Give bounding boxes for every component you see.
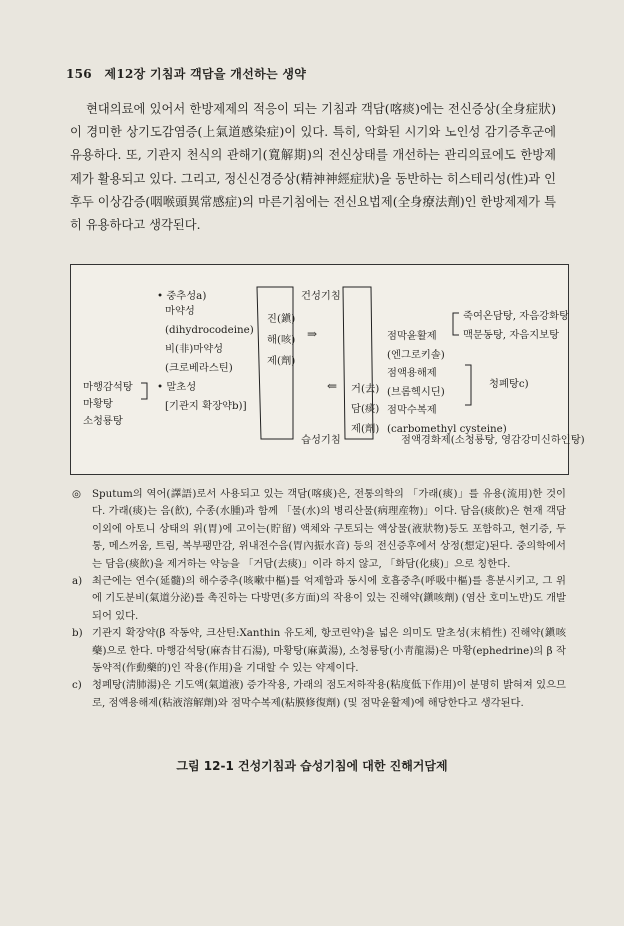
figure-12-1 — [70, 264, 585, 475]
col-char: 담(痰) — [351, 403, 380, 415]
arrow-right-icon: ⇒ — [307, 327, 318, 341]
fig-dry-cough: 건성기침 — [301, 290, 341, 302]
right-item: (브롬헥시딘) — [387, 385, 445, 398]
note-item — [72, 677, 566, 712]
note-item — [72, 486, 566, 573]
right-item: 점액용해제 — [387, 367, 437, 380]
kampo-item: 죽여온담탕, 자음강화탕 — [463, 310, 570, 322]
figure-notes — [72, 486, 566, 712]
page-header — [66, 65, 306, 82]
chapter-title: 제12장 기침과 객담을 개선하는 생약 — [104, 67, 307, 81]
left-item: 비(非)마약성 — [165, 343, 224, 355]
note-item — [72, 573, 566, 625]
right-item: (carbomethyl cysteine) — [387, 422, 507, 435]
kampo-item: 마행감석탕 — [83, 381, 133, 393]
col-char: 제(劑) — [351, 423, 380, 435]
kampo-item: 맥문동탕, 자음지보탕 — [463, 329, 560, 341]
fig-expectorant-col — [351, 379, 379, 439]
left-item: • 말초성 — [157, 381, 197, 393]
fig-antitussive-col — [267, 309, 295, 372]
fig-wet-cough: 습성기침 — [301, 434, 341, 446]
body-paragraph — [70, 98, 556, 237]
note-text: 최근에는 연수(延髓)의 해수중추(咳嗽中樞)를 억제함과 동시에 호흡중추(呼吸中樞)를 흥분시키고, 그 위에 기도분비(氣道分泌)를 촉진하는 다방면(多方面)의 작용이 있는 진해약(鎭咳劑) (염산 호미노반)도 개발되어 있다. — [92, 575, 566, 622]
col-char: 제(劑) — [267, 355, 296, 367]
col-char: 진(鎭) — [267, 313, 296, 325]
left-item: (크로베라스틴) — [165, 362, 233, 374]
fig-kampo-mid: 청폐탕c) — [489, 378, 529, 390]
col-char: 해(咳) — [267, 334, 296, 346]
right-item: 점막윤활제 — [387, 330, 437, 342]
note-text: 청폐탕(淸肺湯)은 기도액(氣道液) 증가작용, 가래의 점도저하작용(粘度低下作用)이 분명히 밝혀져 있으므로, 점액용해제(粘液溶解劑)와 점막수복제(粘膜修復劑) (및 점막윤활제)에 해당한다고 생각된다. — [92, 679, 566, 709]
note-text: 기관지 확장약(β 작동약, 크산틴:Xanthin 유도체, 항코린약)을 넓은 의미도 말초성(末梢性) 진해약(鎭咳藥)으로 한다. 마행감석탕(麻杏甘石湯), 마황탕(麻黃湯), 소청룡탕(小靑龍湯)은 마황(ephedrine)의 β 작동약적(作動藥的)인 작용(作用)을 기대할 수 있는 약제이다. — [92, 627, 566, 675]
note-marker: b) — [72, 627, 83, 640]
left-item: • 중추성a) — [157, 290, 207, 302]
note-marker: a) — [72, 575, 83, 588]
fig-kampo-top — [463, 307, 569, 345]
right-item: (엔그로키솔) — [387, 348, 445, 361]
figure-caption: 그림 12-1 건성기침과 습성기침에 대한 진해거담제 — [176, 759, 448, 773]
fig-bottom-right: 점액경화제(소청룡탕, 영감강미신하인탕) — [401, 434, 585, 446]
fig-left-list — [157, 289, 254, 414]
note-marker: ◎ — [72, 488, 81, 500]
page-number: 156 — [66, 67, 92, 81]
left-item: (dihydrocodeine) — [165, 324, 254, 336]
note-item — [72, 625, 566, 677]
note-text: Sputum의 역어(譯語)로서 사용되고 있는 객담(喀痰)은, 전통의학의 「가래(痰)」를 유용(流用)한 것이다. 가래(痰)는 음(飮), 수종(水腫)과 함께 「물(水)의 병리산물(病理産物)」이다. 담음(痰飮)은 현재 객담 이외에 아토니 상태의 위(胃)에 고이는(貯留) 액체와 구토되는 액상물(液狀物)등도 포함하고, 현기증, 두통, 메스꺼움, 트림, 복부팽만감, 위내전수음(胃內振水音) 등의 전신증후에서 상정(想定)된다. 중의학에서는 담음(痰飮)을 제거하는 약능을 「거담(去痰)」이라 하지 않고, 「화담(化痰)」으로 칭한다. — [92, 488, 566, 570]
body-text: 현대의료에 있어서 한방제제의 적응이 되는 기침과 객담(喀痰)에는 전신증상(全身症狀)이 경미한 상기도감염증(上氣道感染症)이 있다. 특히, 악화된 시기와 노인성 감기증후군에 유용하다. 또, 기관지 천식의 관해기(寬解期)의 전신상태를 개선하는 관리의료에도 한방제제가 활용되고 있다. 그리고, 정신신경증상(精神神經症狀)을 동반하는 히스테리성(性)과 인후두 이상감증(咽喉頭異常感症)의 마른기침에는 전신요법제(全身療法劑)인 한방제제가 특히 유용하다고 생각된다. — [70, 102, 556, 233]
kampo-item: 소청룡탕 — [83, 415, 123, 427]
right-item: 점막수복제 — [387, 404, 437, 417]
left-item: [기관지 확장약b)] — [165, 400, 247, 412]
fig-left-kampo — [83, 379, 133, 430]
kampo-item: 마황탕 — [83, 398, 113, 410]
arrow-left-icon: ⇐ — [327, 379, 338, 393]
col-char: 거(去) — [351, 383, 380, 395]
left-item: 마약성 — [165, 305, 195, 317]
note-marker: c) — [72, 679, 82, 692]
